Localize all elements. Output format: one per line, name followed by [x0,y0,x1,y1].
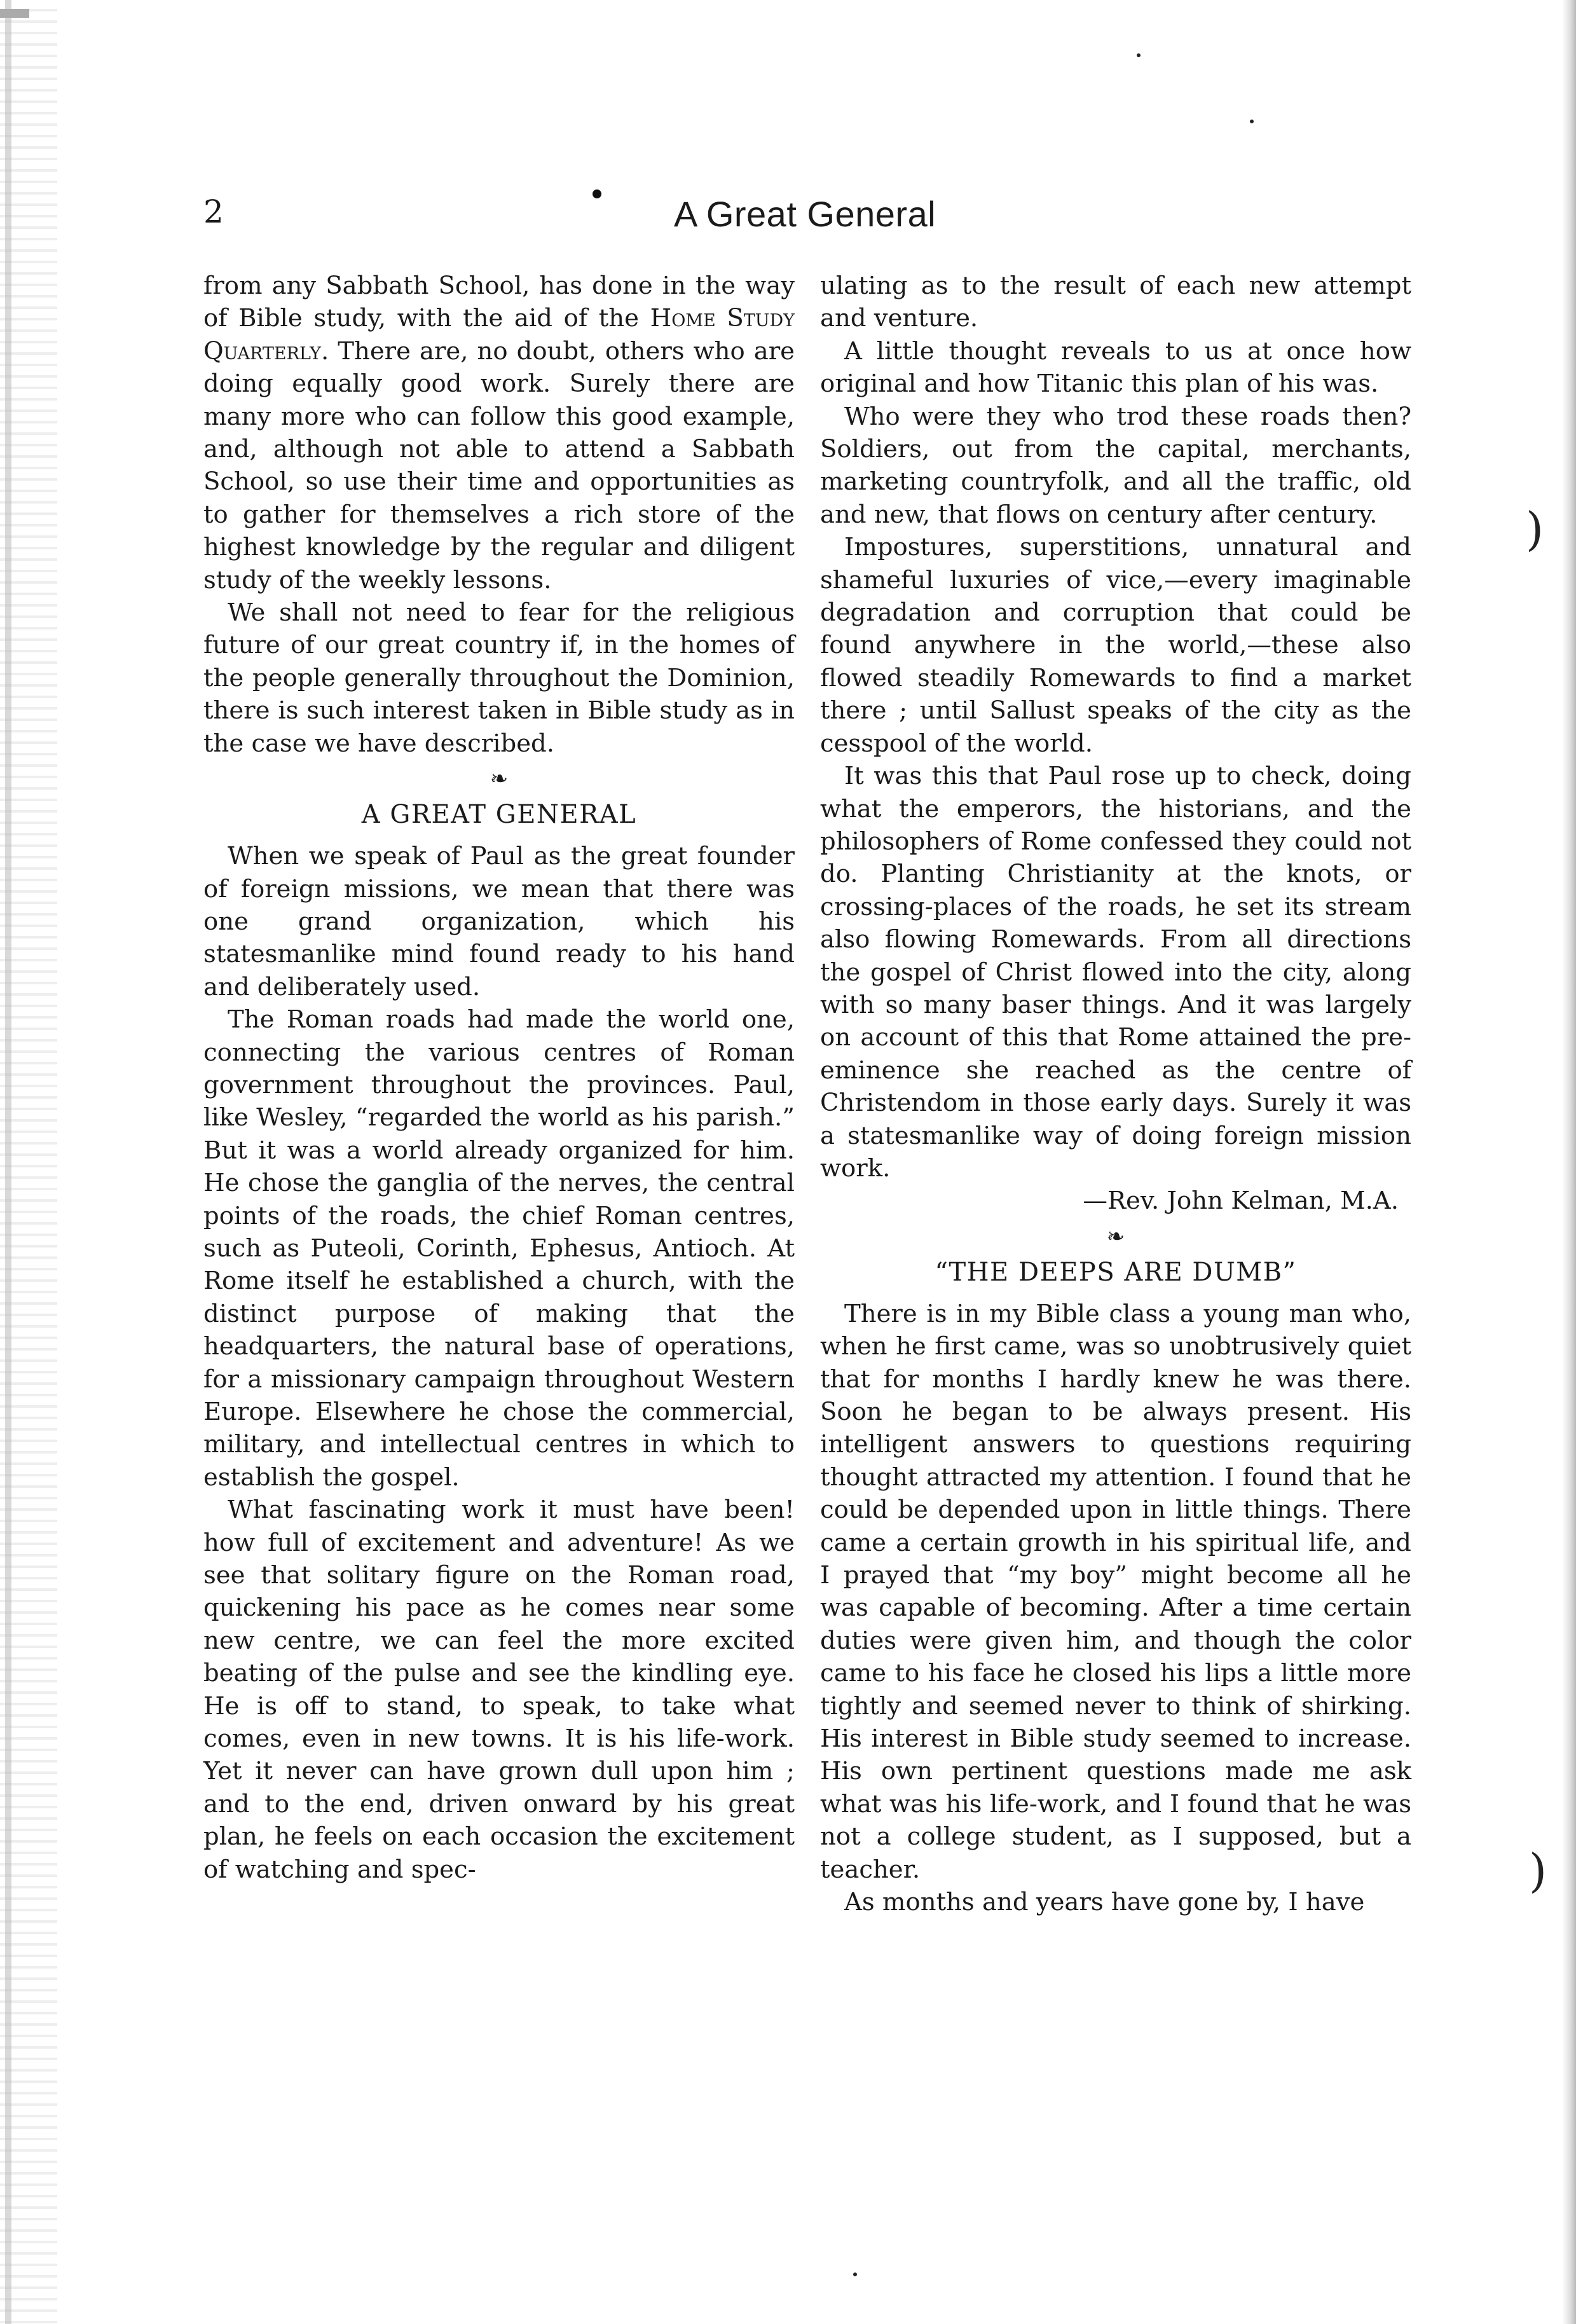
margin-mark: ) [1526,502,1544,556]
paragraph: A little thought reveals to us at once how original and how Titanic this plan of his was. [820,336,1411,399]
paragraph-text: from any Sabbath School, has done in the way of Bible study, with the aid of the [203,272,795,333]
scan-speck [1250,120,1254,123]
scan-speck [1137,53,1141,57]
quarterly-title: Home Study Quarterly [203,304,795,366]
right-column [820,270,1411,1919]
margin-mark: ) [1529,1844,1547,1897]
paragraph: ulating as to the result of each new attempt and venture. [820,272,1411,333]
page-number: 2 [203,193,224,230]
paragraph: There is in my Bible class a young man who, when he first came, was so unobtrusively quiet that for months I hardly knew he was there. Soon he began to be always present. His intelligent answers to questions requiring thought attracted my attention. I found that he could be depended upon in little things. There came a certain growth in his spiritual life, and I prayed that “my boy” might become all he was capable of becoming. After a time certain duties were given him, and though the color came to his face he closed his lips a little more tightly and seemed never to think of shirking. His interest in Bible study seemed to increase. His own pertinent questions made me ask what was his life-work, and I found that he was not a college student, as I supposed, but a teacher. [820,1299,1411,1884]
paragraph [203,270,795,596]
section-heading: A GREAT GENERAL [361,800,637,830]
running-head [203,193,1399,244]
paragraph: What fascinating work it must have been! how full of excitement and adventure! As we see that solitary figure on the Roman road, quickening his pace as he comes near some new centre, we can feel the more excited beating of the pulse and see the kindling eye. He is off to stand, to speak, to take what comes, even in new towns. It is his life-work. Yet it never can have grown dull upon him ; and to the end, driven onward by his great plan, he feels on each occasion the excitement of watching and spec- [203,1495,795,1884]
binding-shadow [5,0,11,2324]
scan-edge-left [0,0,57,2324]
paragraph: As months and years have gone by, I have [844,1888,1365,1917]
ornament-icon: ❧ [490,766,509,792]
paragraph: When we speak of Paul as the great founder of foreign missions, we mean that there was one grand organization, which his statesmanlike mind found ready to his hand and deliberately used. [203,842,795,1001]
paragraph: It was this that Paul rose up to check, doing what the emperors, the historians, and the philosophers of Rome confessed they could not do. Planting Christianity at the knots, or crossing-places of the roads, he set its stream also flowing Romewards. From all directions the gospel of Christ flowed into the city, along with so many baser things. And it was largely on account of this that Rome attained the pre-eminence she reached as the centre of Christendom in those early days. Surely it was a statesmanlike way of doing foreign mission work. [820,762,1411,1183]
binding-mark [0,9,29,18]
paragraph-text: . There are, no doubt, others who are doing equally good work. Surely there are many more who can follow this good example, and, although not able to attend a Sabbath School, so use their time and opportunities as to gather for themselves a rich store of the highest knowledge by the regular and diligent study of the weekly lessons. [203,336,795,595]
ornament-icon: ❧ [1106,1223,1125,1249]
paragraph: Impostures, superstitions, unnatural and shameful luxuries of vice,—every imaginable degradation and corruption that could be found anywhere in the world,—these also flowed steadily Romewards to find a market there ; until Sallust speaks of the city as the cesspool of the world. [820,533,1411,758]
scan-edge-right [1562,0,1576,2324]
paragraph: The Roman roads had made the world one, connecting the various centres of Roman government throughout the provinces. Paul, like Wesley, “regarded the world as his parish.” But it was a world already organized for him. He chose the ganglia of the nerves, the central points of the roads, the chief Roman centres, such as Puteoli, Corinth, Ephesus, Antioch. At Rome itself he established a church, with the distinct purpose of making that the headquarters, the natural base of operations, for a missionary campaign throughout Western Europe. Elsewhere he chose the commercial, military, and intellectual centres in which to establish the gospel. [203,1005,795,1492]
scan-speck [853,2272,857,2276]
header-dot [593,189,601,198]
paragraph: Who were they who trod these roads then? Soldiers, out from the capital, merchants, marketing countryfolk, and all the traffic, old and new, that flows on century after century. [820,402,1411,529]
signature: —Rev. John Kelman, M.A. [1083,1186,1399,1216]
paragraph: We shall not need to fear for the religious future of our great country if, in the homes of the people generally throughout the Dominion, there is such interest taken in Bible study as in the case we have described. [203,598,795,758]
section-heading: “THE DEEPS ARE DUMB” [935,1257,1297,1287]
left-column [203,270,795,1886]
running-title: A Great General [674,194,936,234]
